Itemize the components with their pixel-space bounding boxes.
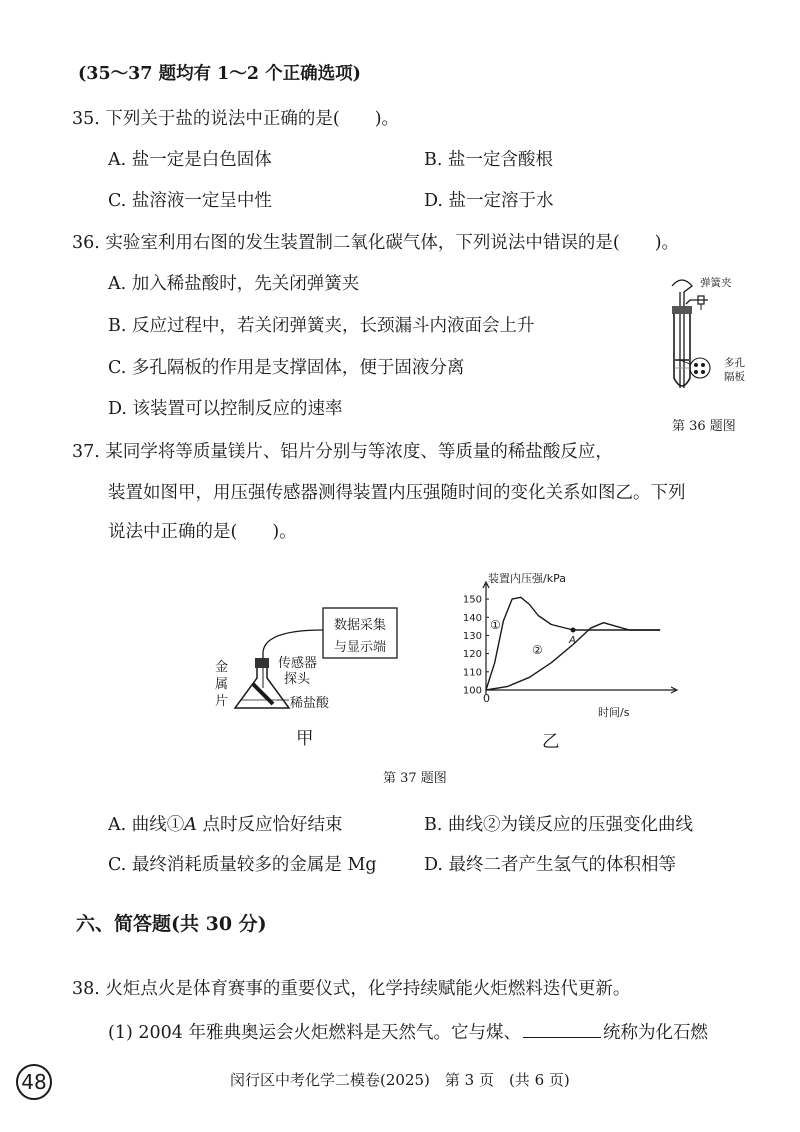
q38-part1-after: 统称为化石燃 bbox=[602, 1023, 708, 1043]
y-tick-label: 110 bbox=[462, 667, 482, 679]
footer-text: 闵行区中考化学二模卷(2025) 第 3 页 (共 6 页) bbox=[230, 1071, 570, 1089]
q37-option-a-prefix: A. 曲线① bbox=[108, 815, 185, 835]
q37-figure-caption: 第 37 题图 bbox=[383, 771, 447, 786]
chart-origin-label: 0 bbox=[483, 692, 490, 705]
q37-figure-yi-label: 乙 bbox=[542, 732, 560, 752]
q38-stem: 38. 火炬点火是体育赛事的重要仪式，化学持续赋能火炬燃料迭代更新。 bbox=[72, 979, 631, 999]
q37-option-a-point: A bbox=[184, 815, 197, 835]
q38-part1-before: (1) 2004 年雅典奥运会火炬燃料是天然气。它与煤、 bbox=[108, 1023, 521, 1043]
q35-stem: 35. 下列关于盐的说法中正确的是( )。 bbox=[72, 109, 400, 129]
q37-sensor-label2: 探头 bbox=[284, 672, 311, 687]
y-tick-label: 100 bbox=[462, 685, 482, 697]
pressure-chart bbox=[448, 570, 680, 722]
series-1-label: ① bbox=[490, 618, 501, 632]
q37-metal-label2: 属 bbox=[215, 677, 229, 692]
q36-option-b: B. 反应过程中，若关闭弹簧夹，长颈漏斗内液面会上升 bbox=[108, 316, 535, 336]
series-2-line bbox=[486, 623, 660, 690]
q37-option-c: C. 最终消耗质量较多的金属是 Mg bbox=[108, 855, 377, 875]
q36-stem: 36. 实验室利用右图的发生装置制二氧化碳气体，下列说法中错误的是( )。 bbox=[72, 233, 680, 253]
page-badge: 48 bbox=[16, 1064, 52, 1100]
q37-option-b: B. 曲线②为镁反应的压强变化曲线 bbox=[424, 815, 693, 835]
q37-box-line2: 与显示端 bbox=[334, 640, 387, 655]
q35-option-b: B. 盐一定含酸根 bbox=[424, 150, 553, 170]
q37-option-a bbox=[108, 813, 342, 837]
q37-stem-line3: 说法中正确的是( )。 bbox=[108, 522, 297, 542]
q36-label-plate-2: 隔板 bbox=[724, 371, 745, 383]
q37-stem-line2: 装置如图甲，用压强传感器测得装置内压强随时间的变化关系如图乙。下列 bbox=[108, 483, 686, 503]
q36-option-c: C. 多孔隔板的作用是支撑固体，便于固液分离 bbox=[108, 358, 465, 378]
q37-figure-jia-label: 甲 bbox=[296, 729, 314, 749]
y-tick-label: 130 bbox=[462, 630, 482, 642]
q37-sensor-label1: 传感器 bbox=[278, 656, 318, 671]
q36-label-plate-1: 多孔 bbox=[724, 357, 745, 369]
q35-option-c: C. 盐溶液一定呈中性 bbox=[108, 191, 272, 211]
chart-xlabel: 时间/s bbox=[598, 706, 630, 719]
q38-part1 bbox=[108, 1019, 708, 1045]
chart-ylabel: 装置内压强/kPa bbox=[488, 572, 566, 585]
q36-figure-caption: 第 36 题图 bbox=[672, 419, 736, 434]
point-a-label: A bbox=[569, 635, 576, 646]
q35-option-a: A. 盐一定是白色固体 bbox=[108, 150, 272, 170]
y-tick-label: 140 bbox=[462, 612, 482, 624]
series-2-label: ② bbox=[532, 643, 543, 657]
q36-option-d: D. 该装置可以控制反应的速率 bbox=[108, 399, 343, 419]
instruction-text: (35～37 题均有 1～2 个正确选项) bbox=[78, 64, 361, 84]
section-title: 六、简答题(共 30 分) bbox=[76, 913, 267, 935]
q36-option-a: A. 加入稀盐酸时，先关闭弹簧夹 bbox=[108, 274, 360, 294]
y-tick-label: 120 bbox=[462, 649, 482, 661]
q37-option-a-suffix: 点时反应恰好结束 bbox=[196, 815, 343, 835]
q35-option-d: D. 盐一定溶于水 bbox=[424, 191, 554, 211]
q37-metal-label1: 金 bbox=[215, 660, 229, 675]
q38-answer-blank[interactable] bbox=[523, 1019, 601, 1038]
q37-stem-line1: 37. 某同学将等质量镁片、铝片分别与等浓度、等质量的稀盐酸反应， bbox=[72, 442, 613, 462]
q37-box-line1: 数据采集 bbox=[334, 618, 387, 633]
q37-metal-label3: 片 bbox=[215, 694, 229, 709]
q36-label-clip: 弹簧夹 bbox=[700, 277, 732, 289]
point-a-marker bbox=[571, 628, 576, 633]
q37-option-d: D. 最终二者产生氢气的体积相等 bbox=[424, 855, 677, 875]
q37-acid-label: 稀盐酸 bbox=[290, 696, 330, 711]
y-tick-label: 150 bbox=[462, 594, 482, 606]
